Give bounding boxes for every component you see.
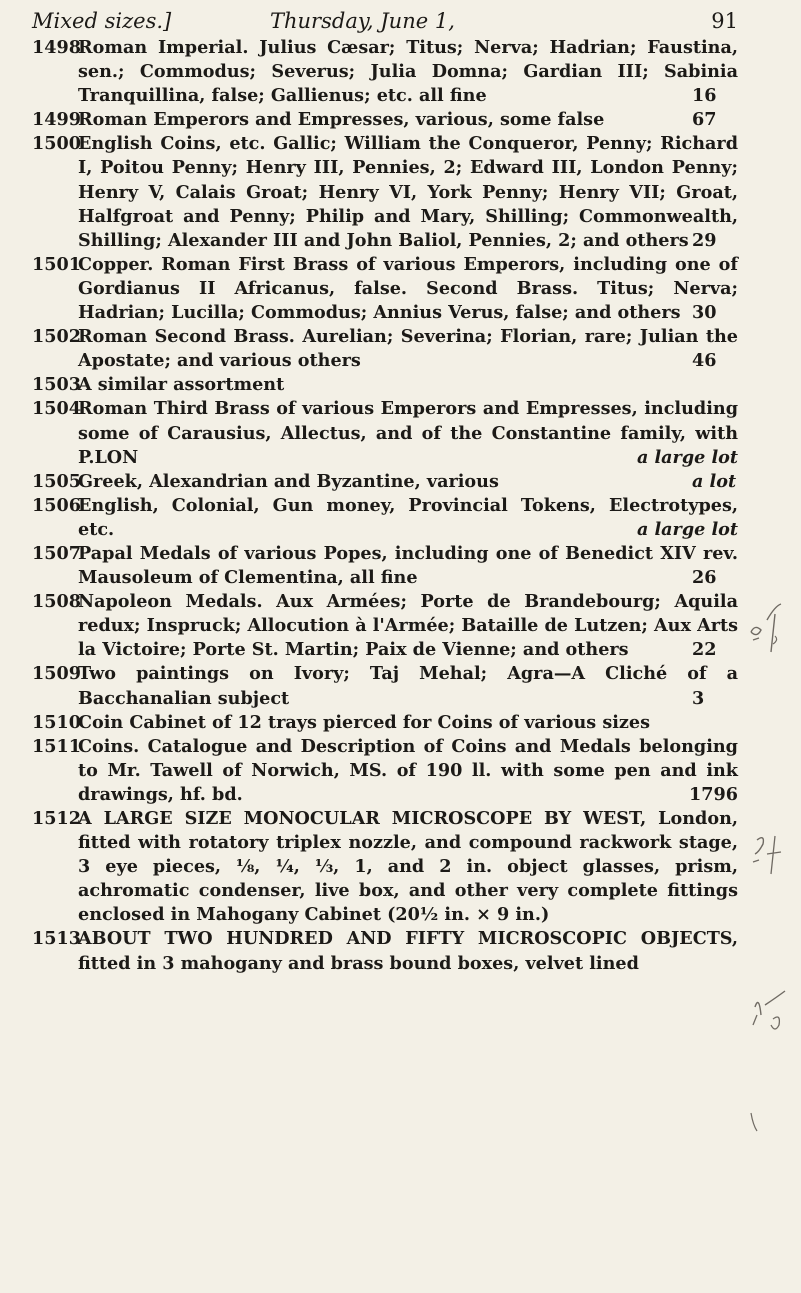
pencil-mark-icon — [745, 830, 795, 900]
lot-entry: 1508Napoleon Medals. Aux Armées; Porte de Brandebourg; Aquila redux; Inspruck; Allocution à l'Armée; Bataille de Lutzen; Aux Arts la Victoire; Porte St. Martin; Paix de Vienne; and others 22 — [32, 591, 739, 661]
lot-description: Two paintings on Ivory; Taj Mehal; Agra—A Cliché of a Bacchanalian subject — [78, 663, 738, 709]
lot-entry: 1509Two paintings on Ivory; Taj Mehal; Agra—A Cliché of a Bacchanalian subject 3 — [32, 663, 738, 709]
lot-description: ABOUT TWO HUNDRED AND FIFTY MICROSCOPIC OBJECTS, fitted in 3 mahogany and brass bound boxes, velvet lined — [78, 928, 738, 974]
lot-number: 1498 — [32, 37, 81, 58]
lot-description: Papal Medals of various Popes, including one of Benedict XIV rev. Mausoleum of Clementina, all fine — [78, 542, 738, 589]
lot-number: 1499 — [32, 109, 81, 131]
lot-price: a large lot — [636, 446, 738, 468]
running-header — [32, 6, 738, 36]
lot-description: Roman Imperial. Julius Cæsar; Titus; Nerva; Hadrian; Faustina, sen.; Commodus; Severus; Julia Domna; Gardian III; Sabinia Tranquillina, false; Gallienus; etc. all fine — [78, 37, 738, 107]
lot-entry — [32, 494, 738, 542]
lot-description: A similar assortment — [78, 374, 285, 396]
handwritten-annotation — [745, 985, 795, 1135]
lot-number: 1503 — [32, 374, 81, 396]
header-section: Mixed sizes.] — [32, 9, 172, 33]
lot-price: 1796 — [689, 783, 738, 805]
header-date: Thursday, June 1, — [270, 9, 455, 33]
lot-description: A LARGE SIZE MONOCULAR MICROSCOPE BY WEST, London, fitted with rotatory triplex nozzle, and compound rackwork stage, 3 eye pieces, ⅛, ¼, ⅓, 1, and 2 in. object glasses, prism, achromatic condenser, live box, and other very complete fittings enclosed in Mahogany Cabinet (20½ in. × 9 in.) — [78, 808, 738, 926]
lot-number: 1509 — [32, 663, 81, 685]
lot-entry — [32, 373, 738, 397]
lot-description: English, Colonial, Gun money, Provincial Tokens, Electrotypes, etc. — [78, 494, 738, 540]
lot-entry: 1498Roman Imperial. Julius Cæsar; Titus; Nerva; Hadrian; Faustina, sen.; Commodus; Severus; Julia Domna; Gardian III; Sabinia Tranquillina, false; Gallienus; etc. all fine 16 — [32, 37, 738, 107]
lot-entry — [32, 807, 738, 927]
lot-entry — [32, 711, 738, 735]
lot-number: 1504 — [32, 398, 81, 420]
lot-number: 1505 — [32, 470, 81, 492]
lot-description: Coins. Catalogue and Description of Coins and Medals belonging to Mr. Tawell of Norwich, MS. of 190 ll. with some pen and ink drawings, hf. bd. — [78, 735, 738, 805]
lot-number: 1502 — [32, 326, 81, 348]
lot-description: Coin Cabinet of 12 trays pierced for Coins of various sizes — [78, 711, 651, 733]
lot-number: 1511 — [32, 735, 81, 757]
page-number: 91 — [711, 9, 738, 33]
lot-entry: 1507Papal Medals of various Popes, including one of Benedict XIV rev. Mausoleum of Clementina, all fine 26 — [32, 542, 738, 589]
lot-entry: 1500English Coins, etc. Gallic; William the Conqueror, Penny; Richard I, Poitou Penny; Henry III, Pennies, 2; Edward III, London Penny; Henry V, Calais Groat; Henry VI, York Penny; Henry VII; Groat, Halfgroat and Penny; Philip and Mary, Shilling; Commonwealth, Shilling; Alexander III and John Baliol, Pennies, 2; and others 29 — [32, 133, 738, 251]
lot-description: Roman Third Brass of various Emperors and Empresses, including some of Carausius, Allectus, and of the Constantine family, with P.LON — [78, 398, 738, 468]
pencil-mark-icon — [745, 985, 795, 1135]
handwritten-annotation — [745, 600, 795, 660]
handwritten-annotation — [745, 830, 795, 900]
lot-description: Napoleon Medals. Aux Armées; Porte de Brandebourg; Aquila redux; Inspruck; Allocution à l'Armée; Bataille de Lutzen; Aux Arts la Victoire; Porte St. Martin; Paix de Vienne; and others — [78, 591, 739, 661]
lot-description: Greek, Alexandrian and Byzantine, various — [78, 470, 499, 492]
lot-entry: 1502Roman Second Brass. Aurelian; Severina; Florian, rare; Julian the Apostate; and various others 46 — [32, 326, 738, 372]
lot-number: 1507 — [32, 542, 81, 564]
lot-number: 1508 — [32, 591, 81, 613]
lot-entry — [32, 927, 738, 975]
lot-description: English Coins, etc. Gallic; William the Conqueror, Penny; Richard I, Poitou Penny; Henry III, Pennies, 2; Edward III, London Penny; Henry V, Calais Groat; Henry VI, York Penny; Henry VII; Groat, Halfgroat and Penny; Philip and Mary, Shilling; Commonwealth, Shilling; Alexander III and John Baliol, Pennies, 2; and others — [78, 133, 738, 251]
lot-list — [32, 36, 738, 976]
lot-number: 1513 — [32, 928, 81, 950]
lot-number: 1506 — [32, 494, 81, 516]
lot-number: 1510 — [32, 711, 81, 733]
lot-description: Roman Emperors and Empresses, various, some false — [78, 109, 605, 131]
lot-price: a large lot — [636, 518, 738, 540]
lot-entry: 1505Greek, Alexandrian and Byzantine, various a lot — [32, 470, 737, 492]
lot-number: 1512 — [32, 808, 81, 829]
lot-entry — [32, 397, 738, 469]
lot-entry: 1501Copper. Roman First Brass of various Emperors, including one of Gordianus II Africanus, false. Second Brass. Titus; Nerva; Hadrian; Lucilla; Commodus; Annius Verus, false; and others 30 — [32, 253, 738, 324]
pencil-mark-icon — [745, 600, 795, 660]
lot-entry: 1499Roman Emperors and Empresses, various, some false 67 — [32, 109, 717, 131]
lot-number: 1501 — [32, 253, 81, 275]
lot-description: Copper. Roman First Brass of various Emperors, including one of Gordianus II Africanus, false. Second Brass. Titus; Nerva; Hadrian; Lucilla; Commodus; Annius Verus, false; and others — [78, 253, 738, 324]
lot-number: 1500 — [32, 133, 81, 155]
lot-entry — [32, 735, 738, 807]
lot-description: Roman Second Brass. Aurelian; Severina; Florian, rare; Julian the Apostate; and various others — [78, 326, 738, 372]
